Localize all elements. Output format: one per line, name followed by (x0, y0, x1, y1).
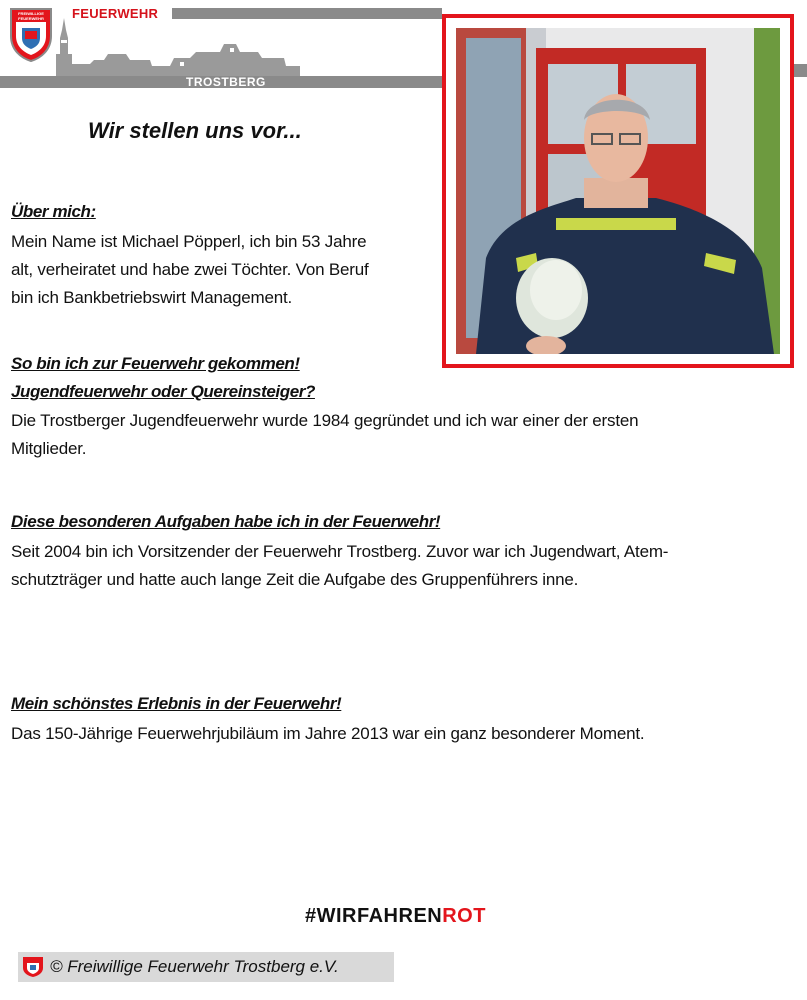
section-subtitle-how-joined: Jugendfeuerwehr oder Quereinsteiger? (11, 382, 315, 401)
portrait-photo (456, 28, 780, 354)
text-line: Mein Name ist Michael Pöpperl, ich bin 53 Jahre (11, 232, 367, 251)
section-title-tasks: Diese besonderen Aufgaben habe ich in der Feuerwehr! (11, 512, 441, 531)
svg-text:FREIWILLIGE: FREIWILLIGE (18, 11, 44, 16)
footer-copyright (18, 952, 394, 982)
section-title-how-joined: So bin ich zur Feuerwehr gekommen! (11, 354, 300, 373)
section-body-tasks (11, 538, 801, 594)
page-heading: Wir stellen uns vor... (88, 118, 302, 143)
hashtag-part2: ROT (442, 905, 486, 927)
text-line: alt, verheiratet und habe zwei Töchter. Von Beruf (11, 260, 369, 279)
text-line: Seit 2004 bin ich Vorsitzender der Feuerwehr Trostberg. Zuvor war ich Jugendwart, Atem- (11, 542, 669, 561)
hashtag (305, 905, 486, 928)
text-line: Die Trostberger Jugendfeuerwehr wurde 1984 gegründet und ich war einer der ersten (11, 411, 639, 430)
svg-text:FEUERWEHR: FEUERWEHR (18, 16, 44, 21)
crest-icon (22, 956, 44, 978)
footer-text: © Freiwillige Feuerwehr Trostberg e.V. (50, 957, 339, 976)
hashtag-part1: #WIRFAHREN (305, 905, 443, 927)
section-title-best-experience: Mein schönstes Erlebnis in der Feuerwehr! (11, 694, 342, 713)
header-subtitle: TROSTBERG (186, 75, 266, 89)
text-line: Das 150-Jährige Feuerwehrjubiläum im Jahre 2013 war ein ganz besonderer Moment. (11, 724, 645, 743)
text-line: bin ich Bankbetriebswirt Management. (11, 288, 293, 307)
text-line: Mitglieder. (11, 439, 87, 458)
text-line: schutzträger und hatte auch lange Zeit die Aufgabe des Gruppenführers inne. (11, 570, 579, 589)
fire-brigade-crest-logo (8, 6, 54, 62)
section-body-best-experience (11, 720, 801, 748)
header-title: FEUERWEHR (72, 6, 159, 21)
portrait-frame (442, 14, 794, 368)
section-body-about-me (11, 228, 431, 312)
section-title-about-me: Über mich: (11, 202, 96, 221)
town-skyline-icon (0, 8, 442, 78)
section-body-how-joined (11, 407, 791, 463)
